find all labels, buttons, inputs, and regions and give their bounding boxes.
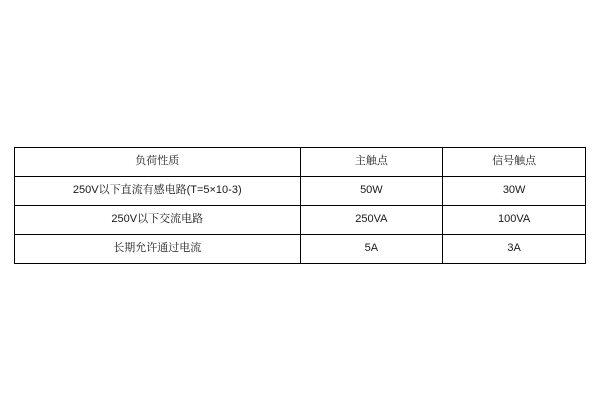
cell-main-contact: 5A	[300, 235, 443, 264]
column-header-load-nature: 负荷性质	[15, 148, 301, 177]
table-row	[15, 177, 586, 206]
column-header-signal-contact: 信号触点	[443, 148, 586, 177]
spec-table-container	[14, 147, 586, 264]
column-header-main-contact: 主触点	[300, 148, 443, 177]
contact-rating-table	[14, 147, 586, 264]
cell-load-nature: 250V以下交流电路	[15, 206, 301, 235]
cell-load-nature: 长期允许通过电流	[15, 235, 301, 264]
cell-load-nature: 250V以下直流有感电路(T=5×10-3)	[15, 177, 301, 206]
table-header-row	[15, 148, 586, 177]
table-row	[15, 206, 586, 235]
cell-main-contact: 50W	[300, 177, 443, 206]
cell-main-contact: 250VA	[300, 206, 443, 235]
cell-signal-contact: 3A	[443, 235, 586, 264]
cell-signal-contact: 30W	[443, 177, 586, 206]
cell-signal-contact: 100VA	[443, 206, 586, 235]
table-row	[15, 235, 586, 264]
